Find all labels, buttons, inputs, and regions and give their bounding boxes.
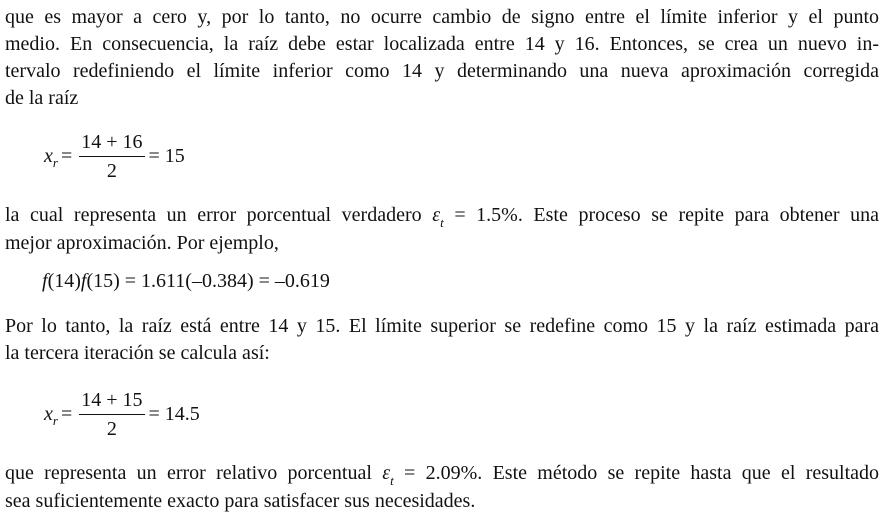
equation-2-arg-1: (14) — [47, 270, 81, 292]
paragraph-4-line-1-start: que representa un error relativo porcentual — [5, 462, 383, 484]
equation-1-equals: = — [60, 145, 73, 167]
equation-1-fraction — [79, 130, 144, 183]
paragraph-1-line-1: que es mayor a cero y, por lo tanto, no ocurre cambio de signo entre el límite inferior y el punto — [5, 6, 879, 28]
equation-1-denominator: 2 — [106, 160, 117, 182]
paragraph-4-line-1 — [5, 460, 879, 488]
equation-3-fraction — [79, 388, 144, 441]
paragraph-3 — [5, 313, 879, 367]
equation-3-variable: x — [44, 403, 53, 425]
paragraph-1-line-4: de la raíz — [5, 87, 79, 109]
equation-1 — [44, 130, 185, 183]
equation-1-result: = 15 — [148, 145, 185, 167]
paragraph-1-line-3: tervalo redefiniendo el límite inferior como 14 y determinando una nueva aproximación corregida — [5, 60, 879, 82]
equation-1-variable: x — [44, 145, 53, 167]
paragraph-4 — [5, 460, 879, 515]
equation-2-arg-2: (15) = 1.611(–0.384) = –0.619 — [86, 270, 330, 292]
equation-3-numerator: 14 + 15 — [79, 388, 144, 415]
paragraph-2-line-1-start: la cual representa un error porcentual verdadero — [5, 204, 433, 226]
equation-3-denominator: 2 — [106, 418, 117, 440]
epsilon-subscript: t — [390, 473, 394, 488]
paragraph-3-line-1: Por lo tanto, la raíz está entre 14 y 15. El límite superior se redefine como 15 y la raíz estimada para — [5, 315, 879, 337]
equation-3 — [44, 388, 200, 441]
paragraph-4-line-2: sea suficientemente exacto para satisfacer sus necesidades. — [5, 490, 476, 512]
paragraph-2-line-1-end: = 1.5%. Este proceso se repite para obtener una — [443, 204, 880, 226]
epsilon-subscript: t — [440, 215, 444, 230]
paragraph-3-line-2: la tercera iteración se calcula así: — [5, 342, 270, 364]
equation-1-subscript: r — [52, 154, 58, 170]
paragraph-2-line-2: mejor aproximación. Por ejemplo, — [5, 232, 279, 254]
equation-3-result: = 14.5 — [148, 403, 200, 425]
equation-3-equals: = — [60, 403, 73, 425]
epsilon-symbol: ε — [432, 204, 441, 226]
paragraph-2-line-1 — [5, 202, 879, 230]
equation-2-function-2: f — [80, 270, 87, 292]
epsilon-symbol: ε — [382, 462, 391, 484]
paragraph-1 — [5, 4, 879, 112]
paragraph-4-line-1-end: = 2.09%. Este método se repite hasta que el resultado — [393, 462, 880, 484]
equation-2-function-1: f — [42, 270, 48, 292]
paragraph-2 — [5, 202, 879, 257]
equation-2 — [42, 270, 330, 293]
equation-3-subscript: r — [52, 412, 58, 428]
equation-1-numerator: 14 + 16 — [79, 130, 144, 157]
paragraph-1-line-2: medio. En consecuencia, la raíz debe estar localizada entre 14 y 16. Entonces, se crea un nuevo in- — [5, 33, 879, 55]
